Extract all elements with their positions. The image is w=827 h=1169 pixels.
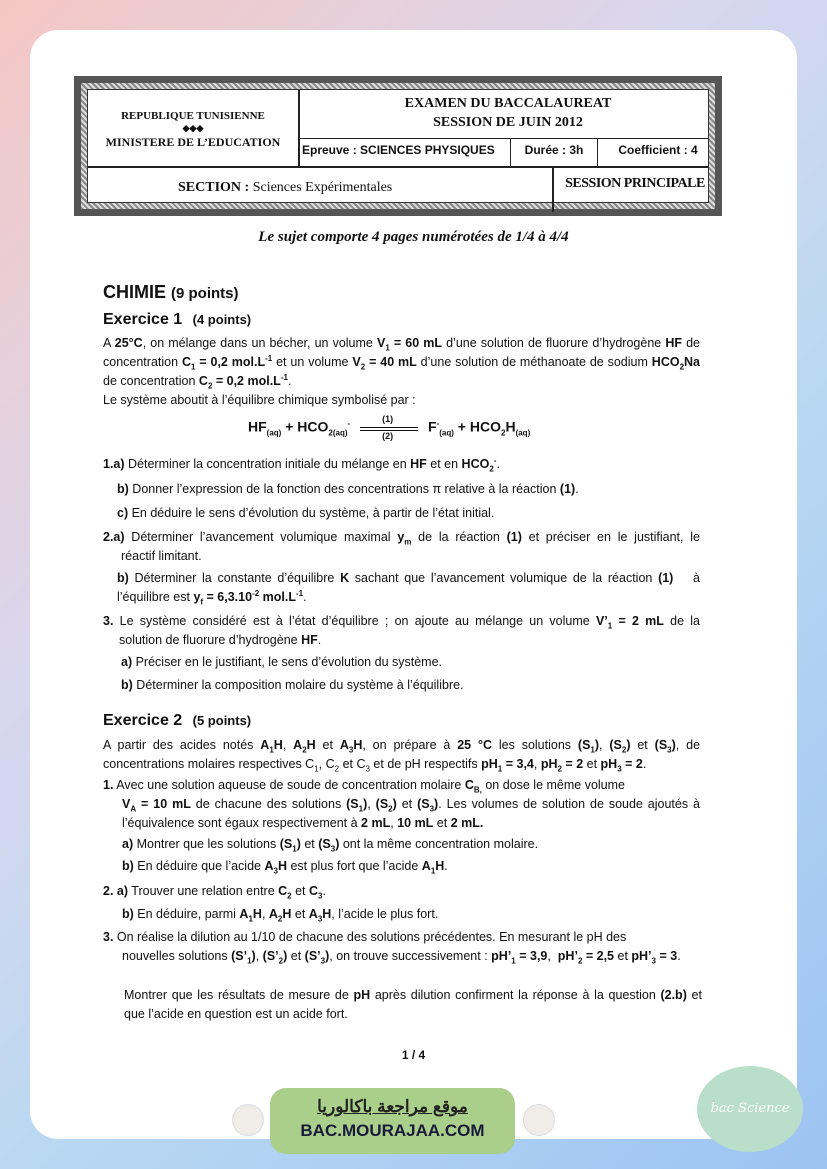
exercise-1-title [103,311,251,329]
q2a: 2.a) Déterminer l’avancement volumique maximal $y_m$ de la réaction (1) et préciser en le justifiant, le réactif limitant. [103,530,700,563]
section-value: Sciences Expérimentales [252,180,393,195]
ex2-q3-conclusion: Montrer que les résultats de mesure de pH après dilution confirment la réponse à la question (2.b) et que l’acide en question est un acide fort. [124,988,702,1021]
page-number: 1 / 4 [401,1048,426,1062]
ex1-title: Exercice 1 [103,311,183,328]
q3a: a) Préciser en le justifiant, le sens d’évolution du système. [121,655,443,669]
bac-science-badge: bac Science [697,1066,803,1152]
section-title-chimie [103,282,239,303]
ex1-intro: A 25°C, on mélange dans un bécher, un volume $V_1 = 60$ mL d’une solution de fluorure d’hydrogène HF de concentration $C_1 = 0,2$ $mol.L^{-1}$ et un volume $V_2 = 40$ mL d’une solution de méthanoate de sodium $HCO_2Na$ de concentration $C_2 = 0,2$ $mol.L^{-1}$. Le système aboutit à l’équilibre chimique symbolisé par : [103,336,701,407]
ex2-q1b: b) En déduire que l’acide $A_3H$ est plus fort que l’acide $A_1H$. [122,859,448,876]
q3b: b) Déterminer la composition molaire du système à l’équilibre. [121,678,464,692]
session-type: SESSION PRINCIPALE [565,176,705,191]
exercise-2-title [103,712,251,730]
ex2-q1a: a) Montrer que les solutions $(S_1)$ et $(S_3)$ ont la même concentration molaire. [122,837,539,854]
section-label [178,180,392,196]
q3: 3. Le système considéré est à l’état d’équilibre ; on ajoute au mélange un volume $V’_1 = 2$ mL de la solution de fluorure d’hydrogène HF. [103,614,700,647]
equilibrium-arrow [360,414,418,441]
ex2-q1: 1. Avec une solution aqueuse de soude de concentration molaire $C_{B,}$ on dose le même volume $V_A = 10$ mL de chacune des solutions $(S_1)$, $(S_2)$ et $(S_3)$. Les volumes de solution de soude ajoutés à l’équivalence sont égaux respectivement à 2 mL, 10 mL et 2 mL. [103,778,700,830]
ex2-q2a: 2. a) Trouver une relation entre $C_2$ et $C_3$. [103,884,326,901]
exam-header [74,76,722,216]
section-label-text: SECTION : [178,180,250,195]
ex2-intro: A partir des acides notés $A_1H$, $A_2H$ et $A_3H$, on prépare à 25 °C les solutions $(S_1)$, $(S_2)$ et $(S_3)$, de concentrations molaires respectives $C_1$, $C_2$ et $C_3$ et de pH respectifs $pH_1 = 3,4$, $pH_2 = 2$ et $pH_3 = 2$. [103,738,701,774]
site-arabic-name: موقع مراجعة باكالوريا [317,1097,468,1116]
page-count-note: Le sujet comporte 4 pages numérotées de 1/4 à 4/4 [258,229,569,245]
chimie-title: CHIMIE [103,282,166,302]
diamonds: ◆◆◆ [182,123,204,133]
duree-label: Durée : 3h [524,143,584,157]
coefficient-label: Coefficient : 4 [618,143,698,157]
session-title: SESSION DE JUIN 2012 [433,115,583,130]
q1b: b) Donner l’expression de la fonction des concentrations π relative à la réaction (1). [117,482,579,496]
ex1-points: (4 points) [192,312,252,327]
ex2-title: Exercice 2 [103,712,183,729]
exam-title: EXAMEN DU BACCALAUREAT [404,96,612,111]
ex2-q2b: b) En déduire, parmi $A_1H$, $A_2H$ et $A_3H$, l’acide le plus fort. [122,907,439,924]
arrow-label-2: (2) [382,431,394,441]
q2b: b) Déterminer la constante d’équilibre K sachant que l’avancement volumique de la réaction (1) à l’équilibre est $y_f = 6,3.10^{-2}$ $mol.L^{-1}$. [117,571,700,607]
ministry-name: MINISTERE DE L’EDUCATION [105,135,281,149]
q1a: 1.a) Déterminer la concentration initiale du mélange en HF et en $HCO_2^-$. [103,455,500,474]
country-name: REPUBLIQUE TUNISIENNE [121,110,265,122]
arrow-label-1: (1) [382,414,394,424]
site-url[interactable]: BAC.MOURAJAA.COM [300,1121,485,1140]
q1c: c) En déduire le sens d’évolution du système, à partir de l’état initial. [117,506,495,520]
ex2-points: (5 points) [192,713,252,728]
site-logo-left [232,1104,264,1136]
ex2-q3: 3. On réalise la dilution au 1/10 de chacune des solutions précédentes. En mesurant le pH des nouvelles solutions $(S’_1)$, $(S’_2)$ et $(S’_3)$, on trouve successivement : $pH’_1 = 3,9$, $pH’_2 = 2,5$ et $pH’_3 = 3$. [103,930,681,966]
chemical-equation: $HF_{(aq)} + HCO_{2(aq)}^-$ $\frac{(1)}{(2)}$ $F^-_{(aq)} + HCO_2H_{(aq)}$ [248,414,531,441]
site-logo-right [523,1104,555,1136]
site-banner[interactable] [270,1088,515,1154]
chimie-points: (9 points) [171,285,239,302]
epreuve-label: Epreuve : SCIENCES PHYSIQUES [302,143,495,157]
